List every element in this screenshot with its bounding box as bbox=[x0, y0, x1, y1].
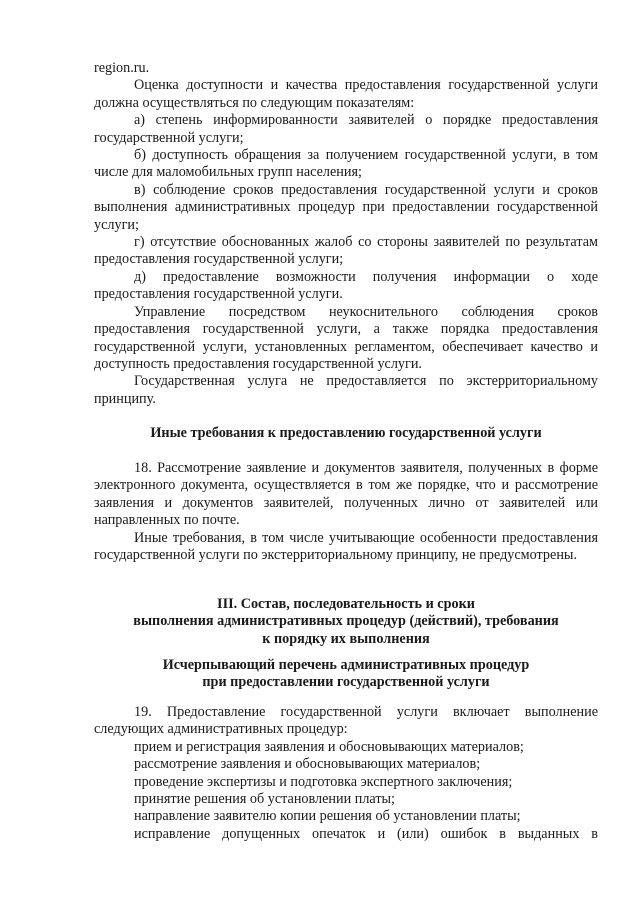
paragraph-18: 18. Рассмотрение заявление и документов заявителя, полученных в форме электронного документа, осуществляется в том же порядке, что и рассмотрение заявления и документов заявителей, полученных лично от заявителей или направленных по почте. bbox=[94, 460, 598, 529]
block-electronic-documents bbox=[94, 460, 598, 564]
section-heading-other-requirements bbox=[94, 425, 598, 442]
paragraph-19: 19. Предоставление государственной услуги включает выполнение следующих административных процедур: bbox=[94, 704, 598, 738]
heading-procedures-line2: при предоставлении государственной услуги bbox=[202, 674, 490, 691]
heading-other-requirements: Иные требования к предоставлению государственной услуги bbox=[150, 425, 542, 441]
procedure-item: прием и регистрация заявления и обосновывающих материалов; bbox=[134, 738, 524, 755]
procedure-item: исправление допущенных опечаток и (или) ошибок в выданных в bbox=[134, 825, 598, 842]
heading-procedures-line1: Исчерпывающий перечень административных процедур bbox=[162, 657, 530, 673]
procedure-item: направление заявителю копии решения об установлении платы; bbox=[134, 808, 521, 825]
section-heading-procedures-list bbox=[94, 657, 598, 692]
heading-iii-line1: III. Состав, последовательность и сроки bbox=[217, 596, 475, 612]
procedure-item: проведение экспертизы и подготовка экспертного заключения; bbox=[134, 773, 513, 790]
paragraph-region: region.ru. bbox=[94, 60, 150, 76]
block-procedures bbox=[94, 704, 598, 843]
procedure-item: рассмотрение заявления и обосновывающих материалов; bbox=[134, 756, 481, 773]
indicator-b: б) доступность обращения за получением государственной услуги, в том числе для маломобильных групп населения; bbox=[94, 147, 598, 181]
indicator-c: в) соблюдение сроков предоставления государственной услуги и сроков выполнения административных процедур при предоставлении государственной услуги; bbox=[94, 181, 598, 233]
indicator-d: г) отсутствие обоснованных жалоб со стороны заявителей по результатам предоставления государственной услуги; bbox=[94, 234, 598, 268]
section-heading-iii bbox=[94, 596, 598, 648]
indicator-e: д) предоставление возможности получения информации о ходе предоставления государственной услуги. bbox=[94, 268, 598, 303]
paragraph-extraterritorial: Государственная услуга не предоставляется по экстерриториальному принципу. bbox=[94, 373, 598, 407]
procedure-item: принятие решения об установлении платы; bbox=[134, 791, 395, 808]
paragraph-other-requirements: Иные требования, в том числе учитывающие особенности предоставления государственной услуги по экстерриториальному принципу, не предусмотрены. bbox=[94, 529, 598, 564]
block-indicators bbox=[94, 60, 598, 408]
heading-iii-line3: к порядку их выполнения bbox=[262, 630, 430, 647]
heading-iii-line2: выполнения административных процедур (действий), требования bbox=[133, 613, 559, 630]
indicator-a: а) степень информированности заявителей о порядке предоставления государственной услуги; bbox=[94, 112, 598, 146]
paragraph-management: Управление посредством неукоснительного соблюдения сроков предоставления государственной услуги, а также порядка предоставления государственной услуги, установленных регламентом, обеспечивает качество и доступность предоставления государственной услуги. bbox=[94, 303, 598, 372]
paragraph-quality-assessment: Оценка доступности и качества предоставления государственной услуги должна осуществляться по следующим показателям: bbox=[94, 77, 598, 111]
